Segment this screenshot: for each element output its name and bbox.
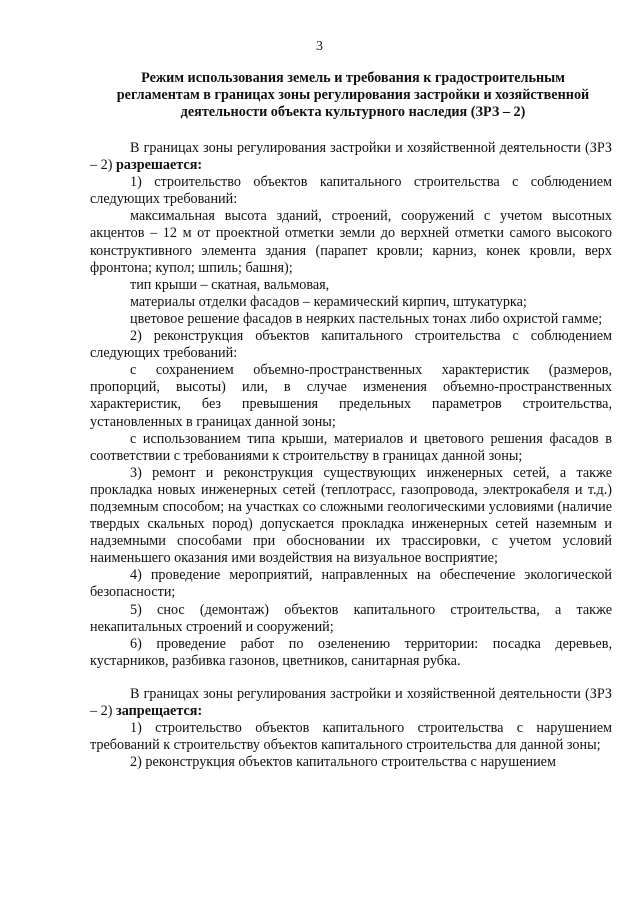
- document-body: [90, 140, 612, 771]
- section-spacer: [90, 670, 612, 686]
- forbidden-intro-text: В границах зоны регулирования застройки и хозяйственной деятельности (ЗРЗ – 2): [90, 685, 612, 719]
- allowed-item: 5) снос (демонтаж) объектов капитального строительства, а также некапитальных строений и сооружений;: [90, 601, 612, 635]
- allowed-item: тип крыши – скатная, вальмовая,: [130, 276, 330, 293]
- allowed-item: максимальная высота зданий, строений, сооружений с учетом высотных акцентов – 12 м от проектной отметки земли до верхней отметки самого высокого конструктивного элемента здания (парапет кровли; карниз, конек кровли, верх фронтона; купол; шпиль; башня);: [90, 208, 612, 276]
- heading-line: деятельности объекта культурного наследия (ЗРЗ – 2): [180, 104, 526, 120]
- allowed-item: 3) ремонт и реконструкция существующих инженерных сетей, а также прокладка новых инженерных сетей (теплотрасс, газопровода, электрокабеля и т.д.) подземным способом; на участках со сложными геологическими условиями (наличие твердых скальных пород) допускается прокладка инженерных сетей наземным и надземными способами при обосновании их трассировки, с учетом условий наименьшего оказания ими воздействия на визуальное восприятие;: [90, 464, 612, 567]
- allowed-item: цветовое решение фасадов в неярких пастельных тонах либо охристой гамме;: [130, 310, 603, 327]
- allowed-item: 6) проведение работ по озеленению территории: посадка деревьев, кустарников, разбивка газонов, цветников, санитарная рубка.: [90, 635, 612, 669]
- heading-line: регламентам в границах зоны регулирования застройки и хозяйственной: [116, 87, 590, 103]
- heading-line: Режим использования земель и требования к градостроительным: [141, 70, 565, 86]
- allowed-item: 2) реконструкция объектов капитального строительства с соблюдением следующих требований:: [90, 328, 612, 362]
- forbidden-intro-paragraph: [90, 686, 612, 720]
- allowed-item: с использованием типа крыши, материалов и цветового решения фасадов в соответствии с требованиями к строительству в границах данной зоны;: [90, 430, 612, 464]
- page-number: 3: [316, 39, 323, 54]
- allowed-intro-paragraph: [90, 140, 612, 174]
- allowed-item: материалы отделки фасадов – керамический кирпич, штукатурка;: [130, 293, 527, 310]
- allowed-intro-bold: разрешается:: [116, 157, 203, 174]
- forbidden-intro-bold: запрещается:: [116, 703, 203, 719]
- forbidden-item: 1) строительство объектов капитального строительства с нарушением требований к строительству объектов капитального строительства для данной зоны;: [90, 720, 612, 754]
- allowed-item: 4) проведение мероприятий, направленных на обеспечение экологической безопасности;: [90, 567, 612, 601]
- allowed-intro-text: В границах зоны регулирования застройки и хозяйственной деятельности (ЗРЗ – 2): [90, 140, 612, 174]
- allowed-item: с сохранением объемно-пространственных характеристик (размеров, пропорций, высоты) или, в случае изменения объемно-пространственных характеристик, без превышения предельных параметров строительства, установленных в границах данной зоны;: [90, 362, 612, 430]
- forbidden-item: 2) реконструкция объектов капитального строительства с нарушением: [130, 754, 556, 771]
- allowed-item: 1) строительство объектов капитального строительства с соблюдением следующих требований:: [90, 174, 612, 208]
- document-heading: [98, 70, 608, 121]
